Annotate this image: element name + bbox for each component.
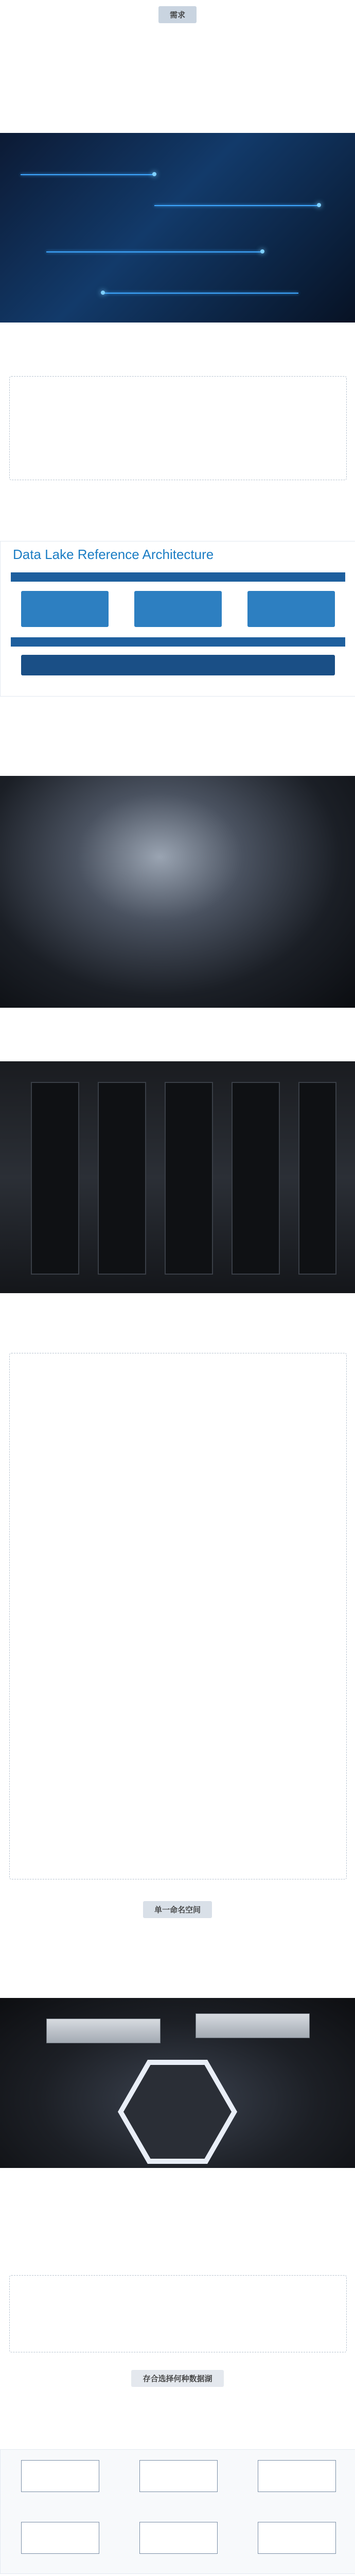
intro-paragraph-2 <box>9 82 346 128</box>
diagram-node <box>139 2460 218 2492</box>
details-box <box>9 1353 347 1879</box>
diagram-middle-bar <box>11 637 345 647</box>
section-title-namespace: 单一命名空间 <box>0 1901 355 1918</box>
appliance-caption <box>0 2171 355 2189</box>
storage-server <box>196 2013 310 2038</box>
circuit-trace <box>154 205 319 206</box>
diagram-node <box>139 2522 218 2554</box>
diagram-block <box>21 591 109 627</box>
storage-server <box>46 2019 161 2043</box>
paragraph-after-circuit <box>9 330 346 371</box>
intro-text <box>9 29 346 76</box>
circuit-node <box>260 249 264 253</box>
paragraph-after-cloud <box>9 1014 346 1055</box>
diagram-storage-layer <box>21 655 335 675</box>
diagram-node <box>258 2460 336 2492</box>
circuit-node <box>101 291 105 295</box>
summary-box <box>9 2275 347 2352</box>
namespace-paragraph <box>9 1924 346 1991</box>
circuit-node <box>317 203 321 207</box>
diagram-top-bar <box>11 572 345 582</box>
server-rack <box>165 1082 213 1275</box>
data-lake-paragraph <box>9 2391 346 2442</box>
paragraph-after-appliance <box>9 2193 346 2270</box>
circuit-board-image <box>0 133 355 323</box>
storage-appliance-image <box>0 1998 355 2168</box>
circuit-node <box>152 172 156 176</box>
diagram-block <box>247 591 335 627</box>
diagram-title: Data Lake Reference Architecture <box>13 547 214 562</box>
server-rack <box>31 1082 79 1275</box>
key-points-box <box>9 376 347 480</box>
data-lake-architecture-diagram <box>0 541 355 697</box>
section-title-data-lake: 存合选择何种数据湖 <box>0 2370 355 2387</box>
network-topology-diagram <box>0 2449 355 2574</box>
section-title-needs: 需求 <box>0 6 355 23</box>
diagram-node <box>21 2460 99 2492</box>
diagram-block <box>134 591 222 627</box>
server-racks-image <box>0 1061 355 1293</box>
circuit-trace <box>46 251 262 252</box>
diagram-node <box>21 2522 99 2554</box>
paragraph-after-diagram <box>9 703 346 770</box>
server-rack <box>98 1082 146 1275</box>
paragraph-after-racks <box>9 1300 346 1347</box>
circuit-trace <box>21 174 154 175</box>
diagram-node <box>258 2522 336 2554</box>
server-rack <box>298 1082 336 1275</box>
server-rack <box>232 1082 280 1275</box>
circuit-trace <box>103 293 298 294</box>
cloud-smoke-image <box>0 776 355 1008</box>
paragraph-before-diagram <box>9 486 346 536</box>
